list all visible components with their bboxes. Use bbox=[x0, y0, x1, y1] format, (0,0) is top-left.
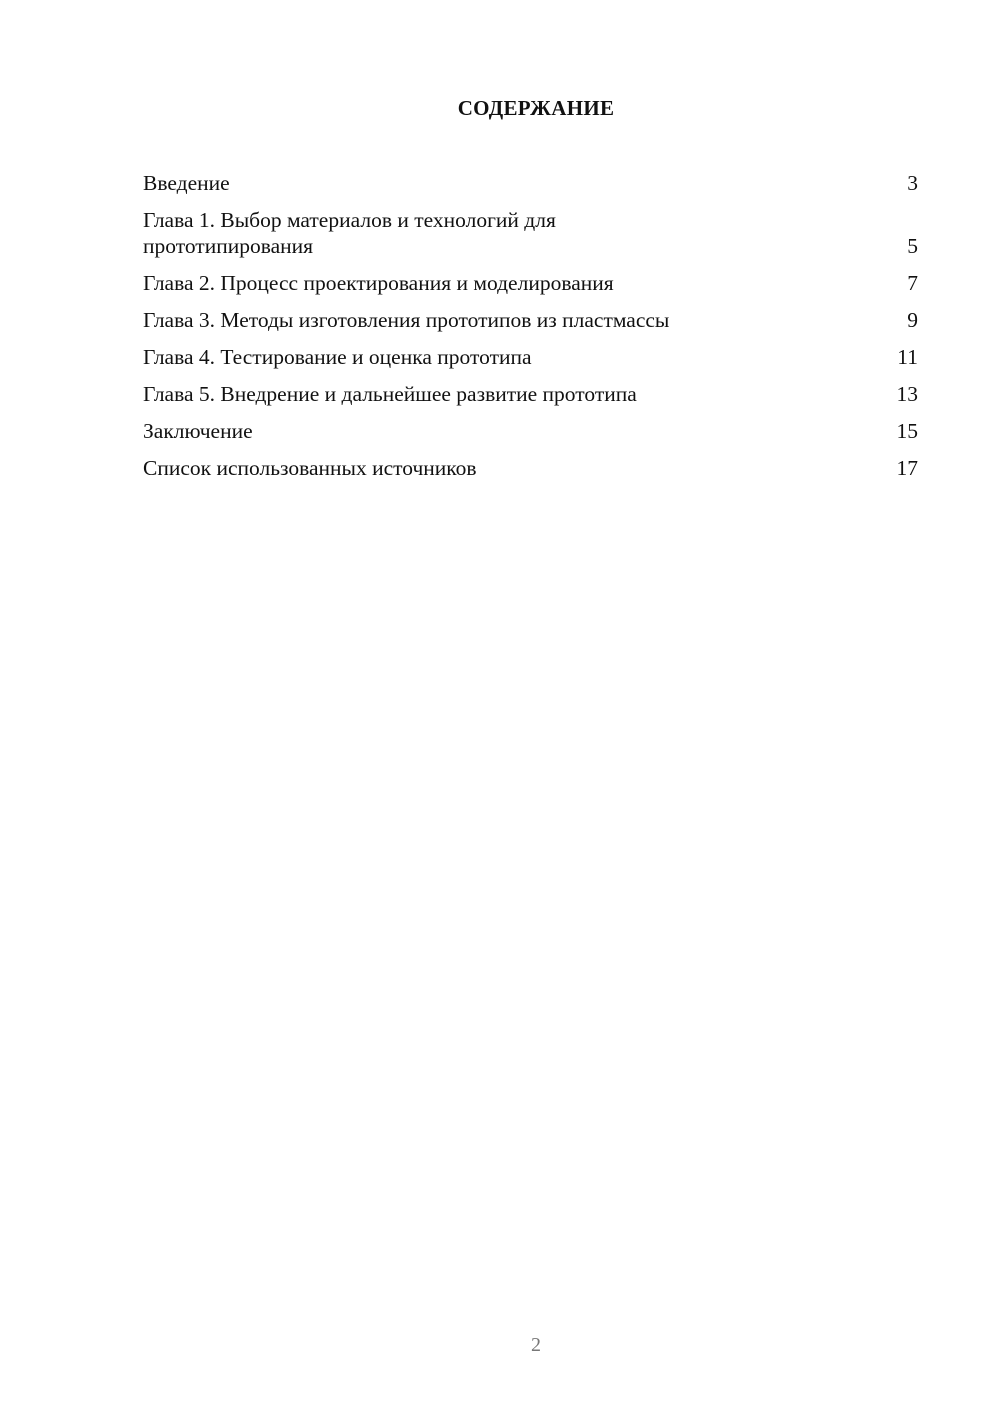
toc-entry-references[interactable] bbox=[143, 455, 918, 481]
toc-heading: СОДЕРЖАНИЕ bbox=[457, 96, 615, 120]
toc-entry-title: Глава 1. Выбор материалов и технологий для прототипирования bbox=[143, 208, 556, 258]
toc-entry-title: Список использованных источников bbox=[143, 456, 477, 480]
toc-entry-title: Введение bbox=[143, 171, 230, 195]
toc-entry-page: 5 bbox=[907, 234, 918, 258]
toc-entry-chapter-2[interactable] bbox=[143, 270, 918, 296]
toc-entry-page: 11 bbox=[897, 345, 918, 369]
toc-entry-page: 17 bbox=[896, 456, 918, 480]
toc-entry-page: 15 bbox=[896, 419, 918, 443]
toc-entry-title: Глава 2. Процесс проектирования и моделирования bbox=[143, 271, 614, 295]
toc-entry-title: Глава 4. Тестирование и оценка прототипа bbox=[143, 345, 532, 369]
toc-entry-conclusion[interactable] bbox=[143, 418, 918, 444]
toc-entry-chapter-3[interactable] bbox=[143, 307, 918, 333]
toc-entry-page: 9 bbox=[907, 308, 918, 332]
toc-entry-page: 7 bbox=[907, 271, 918, 295]
toc-entry-introduction[interactable] bbox=[143, 170, 918, 196]
toc-entry-chapter-4[interactable] bbox=[143, 344, 918, 370]
toc-entry-page: 3 bbox=[907, 171, 918, 195]
toc-entry-chapter-1[interactable] bbox=[143, 207, 918, 259]
toc-entry-page: 13 bbox=[896, 382, 918, 406]
toc-entry-title: Заключение bbox=[143, 419, 253, 443]
table-of-contents bbox=[143, 170, 918, 492]
toc-entry-chapter-5[interactable] bbox=[143, 381, 918, 407]
page-number: 2 bbox=[531, 1334, 541, 1356]
toc-entry-title: Глава 5. Внедрение и дальнейшее развитие прототипа bbox=[143, 382, 637, 406]
toc-entry-title: Глава 3. Методы изготовления прототипов из пластмассы bbox=[143, 308, 670, 332]
